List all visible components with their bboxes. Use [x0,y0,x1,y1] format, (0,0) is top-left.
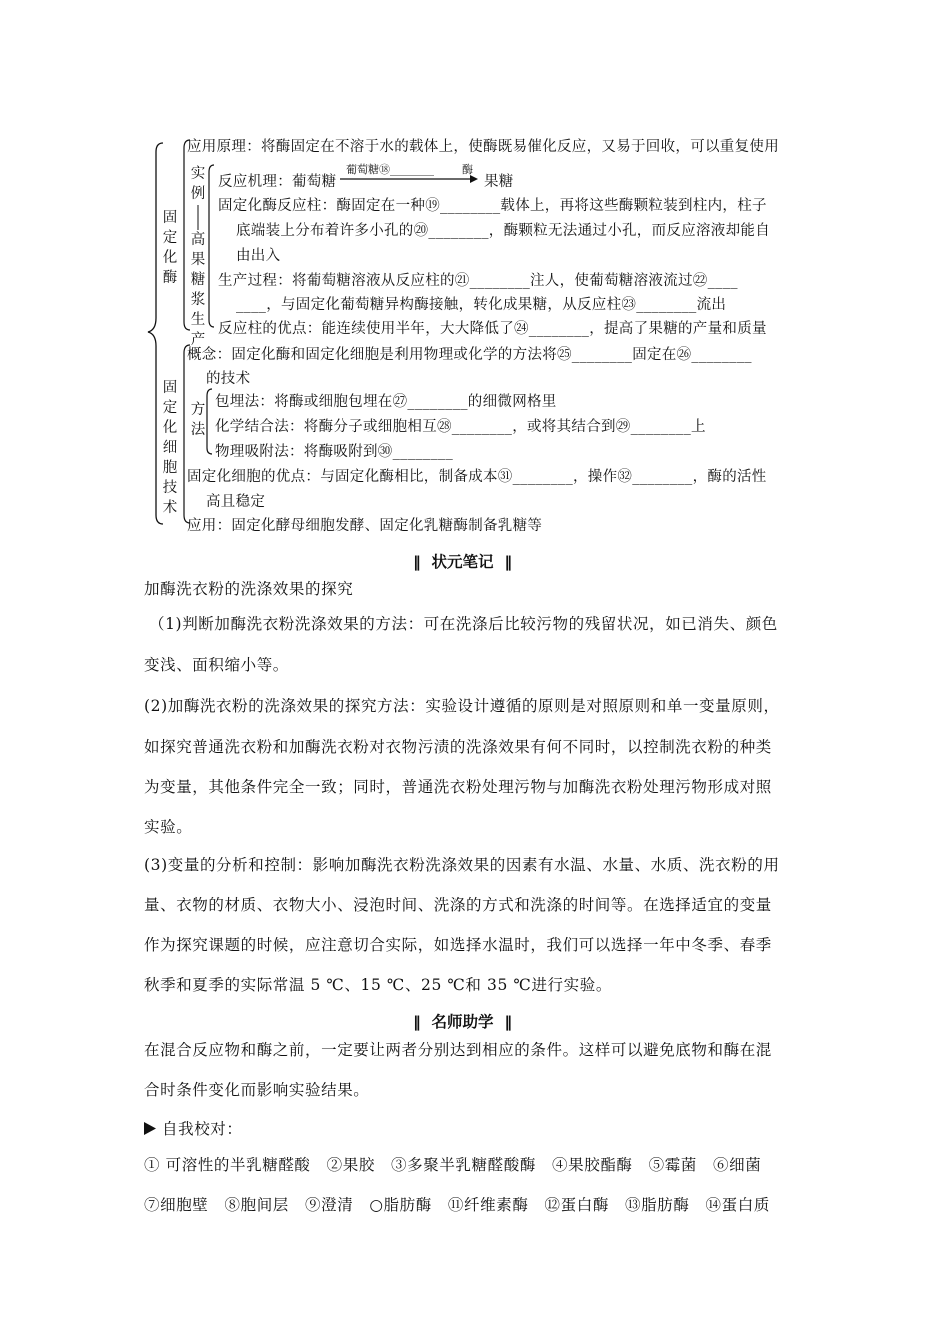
section-marker-icon: ‖ [504,553,513,571]
cell-advantage-2: 高且稳定 [206,494,266,510]
hfcs-label: 高果糖浆生产 [190,232,206,348]
notes-line: (2)加酶洗衣粉的洗涤效果的探究方法：实验设计遵循的原则是对照原则和单一变量原则， [144,697,780,715]
column-line-3: 由出入 [236,248,281,264]
notes-line: 为变量，其他条件完全一致；同时，普通洗衣粉处理污物与加酶洗衣粉处理污物形成对照 [144,778,772,796]
column-line-2: 底端装上分布着许多小孔的⑳________，酶颗粒无法通过小孔，而反应溶液却能自 [236,223,770,239]
process-line-2: ____，与固定化葡萄糖异构酶接触，转化成果糖，从反应柱㉓________流出 [236,297,727,313]
notes-heading: 加酶洗衣粉的洗涤效果的探究 [144,580,354,598]
teacher-section-title: ‖ 名师助学 ‖ [413,1013,513,1031]
embed-method: 包埋法：将酶或细胞包埋在㉗________的细微网格里 [215,394,557,410]
section-marker-icon: ‖ [413,1013,421,1031]
chemical-method: 化学结合法：将酶分子或细胞相互㉘________，或将其结合到㉙________上 [215,419,706,435]
teacher-line: 在混合反应物和酶之前，一定要让两者分别达到相应的条件。这样可以避免底物和酶在混 [144,1041,772,1059]
notes-line: 如探究普通洗衣粉和加酶洗衣粉对衣物污渍的洗涤效果有何不同时，以控制洗衣粉的种类 [144,738,772,756]
cell-advantage-1: 固定化细胞的优点：与固定化酶相比，制备成本㉛________，操作㉜________，酶的活性 [187,469,767,485]
notes-line: 实验。 [144,818,193,836]
notes-line: 秋季和夏季的实际常温 5 ℃、15 ℃、25 ℃和 35 ℃进行实验。 [144,976,612,994]
notes-line: (3)变量的分析和控制：影响加酶洗衣粉洗涤效果的因素有水温、水量、水质、洗衣粉的用 [144,856,780,874]
application-line: 应用：固定化酵母细胞发酵、固定化乳糖酶制备乳糖等 [187,518,543,534]
section-marker-icon: ‖ [504,1013,513,1031]
physical-method: 物理吸附法：将酶吸附到㉚________ [215,444,453,460]
mechanism-prefix: 反应机理：葡萄糖 [218,174,337,190]
notes-line: 量、衣物的材质、衣物大小、浸泡时间、洗涤的方式和洗涤的时间等。在选择适宜的变量 [144,896,772,914]
concept-line-1: 概念：固定化酶和固定化细胞是利用物理或化学的方法将㉕________固定在㉖________ [187,347,752,363]
column-line-1: 固定化酶反应柱：酶固定在一种⑲________载体上，再将这些酶颗粒装到柱内，柱子 [218,198,767,214]
mechanism-product: 果糖 [484,174,514,190]
self-check-line-2: ⑦细胞壁 ⑧胞间层 ⑨澄清 ○脂肪酶 ⑪纤维素酶 ⑫蛋白酶 ⑬脂肪酶 ⑭蛋白质 [144,1196,770,1214]
advantage-line: 反应柱的优点：能连续使用半年，大大降低了㉔________，提高了果糖的产量和质量 [218,321,767,337]
triangle-icon [144,1122,156,1135]
notes-line: 变浅、面积缩小等。 [144,656,289,674]
self-check-line-1: ① 可溶性的半乳糖醛酸 ②果胶 ③多聚半乳糖醛酸酶 ④果胶酯酶 ⑤霉菌 ⑥细菌 [144,1156,762,1174]
concept-line-2: 的技术 [206,371,251,387]
teacher-line: 合时条件变化而影响实验结果。 [144,1081,370,1099]
notes-line: 作为探究课题的时候，应注意切合实际，如选择水温时，我们可以选择一年中冬季、春季 [144,936,772,954]
example-brace [209,165,214,327]
method-brace [207,389,212,454]
process-line-1: 生产过程：将葡萄糖溶液从反应柱的㉑________注人，使葡萄糖溶液流过㉒____ [218,273,738,289]
application-principle: 应用原理：将酶固定在不溶于水的载体上，使酶既易催化反应，又易于回收，可以重复使用 [187,139,779,155]
example-label: 实例 [190,166,206,202]
notes-line: （1)判断加酶洗衣粉洗涤效果的方法：可在洗涤后比较污物的残留状况，如已消失、颜色 [149,615,778,633]
notes-section-title: ‖ 状元笔记 ‖ [413,553,513,571]
arrow-label-left: 葡萄糖⑱________ [346,163,434,176]
section-marker-icon: ‖ [413,553,421,571]
method-label: 方法 [190,402,206,438]
enzyme-label: 固定化酶 [162,210,178,286]
arrow-label-right: 酶 [462,163,473,176]
self-check-label: 自我校对： [144,1117,243,1139]
cell-tech-label: 固定化细胞技术 [162,380,178,516]
